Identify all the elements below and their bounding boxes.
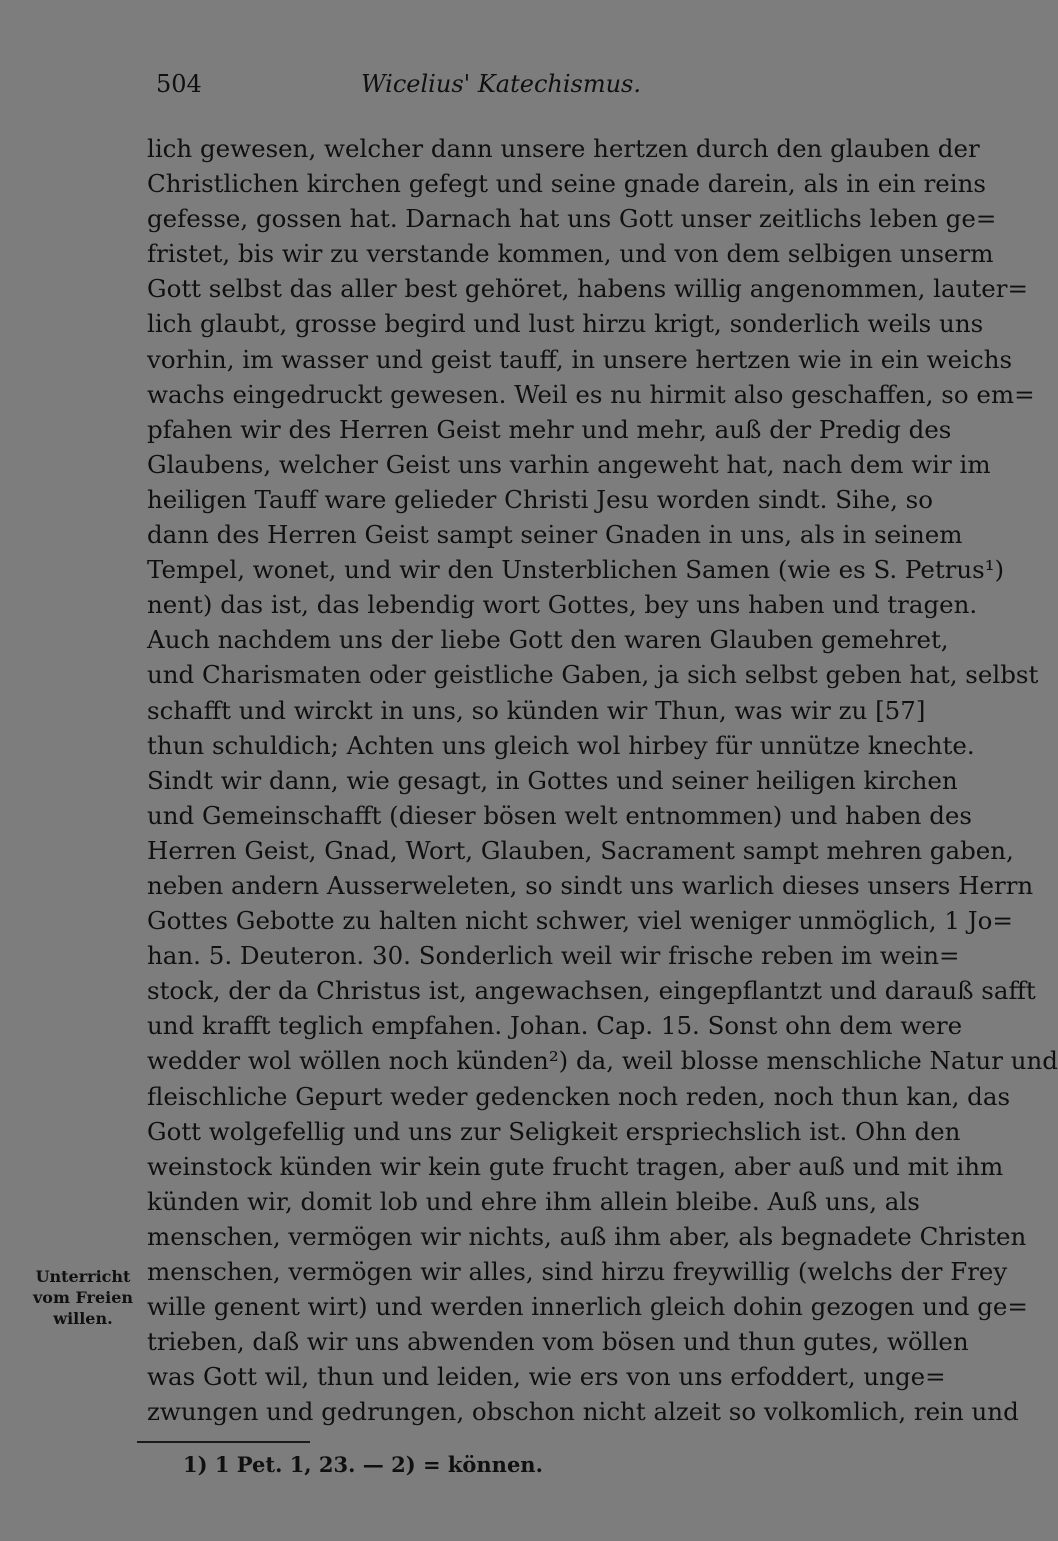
text-line: pfahen wir des Herren Geist mehr und mehr, auß der Predig des [147,414,952,444]
text-line: Tempel, wonet, und wir den Unsterblichen Samen (wie es S. Petrus¹) [147,555,1005,585]
text-line: und Charismaten oder geistliche Gaben, ja sich selbst geben hat, selbst [147,660,1039,690]
text-line: heiligen Tauff ware gelieder Christi Jesu worden sindt. Sihe, so [147,484,934,514]
margin-note-line: vom Freien [32,1288,134,1307]
text-line: neben andern Ausserweleten, so sindt uns warlich dieses unsers Herrn [147,870,1034,900]
footnote-rule [137,1441,310,1443]
text-line: wachs eingedruckt gewesen. Weil es nu hirmit also geschaffen, so em= [147,379,1035,409]
margin-note-line: Unterricht [35,1267,131,1286]
text-line: Sindt wir dann, wie gesagt, in Gottes und seiner heiligen kirchen [147,765,958,795]
text-line: lich glaubt, grosse begird und lust hirzu krigt, sonderlich weils uns [147,309,984,339]
text-line: Christlichen kirchen gefegt und seine gnade darein, als in ein reins [147,169,986,199]
text-line: gefesse, gossen hat. Darnach hat uns Gott unser zeitlichs leben ge= [147,204,997,234]
text-line: dann des Herren Geist sampt seiner Gnaden in uns, als in seinem [147,520,963,550]
text-line: fleischliche Gepurt weder gedencken noch reden, noch thun kan, das [147,1081,1011,1111]
text-line: thun schuldich; Achten uns gleich wol hirbey für unnütze knechte. [147,730,975,760]
text-line: Herren Geist, Gnad, Wort, Glauben, Sacrament sampt mehren gaben, [147,835,1014,865]
text-line: nent) das ist, das lebendig wort Gottes, bey uns haben und tragen. [147,590,978,620]
footnote: 1) 1 Pet. 1, 23. — 2) = können. [183,1452,543,1477]
text-line: stock, der da Christus ist, angewachsen, eingepflantzt und darauß safft [147,976,1036,1006]
text-line: was Gott wil, thun und leiden, wie ers von uns erfoddert, unge= [147,1362,946,1392]
body-text [147,131,1058,1429]
text-line: Gottes Gebotte zu halten nicht schwer, viel weniger unmöglich, 1 Jo= [147,906,1013,936]
margin-note [28,1266,138,1329]
text-line: wille genent wirt) und werden innerlich gleich dohin gezogen und ge= [147,1292,1028,1322]
page-number: 504 [156,70,202,98]
running-head [156,70,641,106]
text-line: menschen, vermögen wir nichts, auß ihm aber, als begnadete Christen [147,1221,1027,1251]
text-line: fristet, bis wir zu verstande kommen, und von dem selbigen unserm [147,239,994,269]
text-line: lich gewesen, welcher dann unsere hertzen durch den glauben der [147,134,980,163]
text-line: vorhin, im wasser und geist tauff, in unsere hertzen wie in ein weichs [147,344,1013,374]
text-line: und krafft teglich empfahen. Johan. Cap. 15. Sonst ohn dem were [147,1011,963,1041]
text-line: weinstock künden wir kein gute frucht tragen, aber auß und mit ihm [147,1151,1004,1181]
running-title: Wicelius' Katechismus. [360,70,641,98]
text-line: menschen, vermögen wir alles, sind hirzu freywillig (welchs der Frey [147,1257,1008,1286]
text-line: Auch nachdem uns der liebe Gott den waren Glauben gemehret, [147,625,949,655]
text-line: Glaubens, welcher Geist uns varhin angeweht hat, nach dem wir im [147,449,991,479]
text-line: trieben, daß wir uns abwenden vom bösen und thun gutes, wöllen [147,1327,969,1357]
text-line: Gott wolgefellig und uns zur Seligkeit erspriechslich ist. Ohn den [147,1116,961,1146]
text-line: schafft und wirckt in uns, so künden wir Thun, was wir zu [57] [147,695,926,725]
text-line: Gott selbst das aller best gehöret, habens willig angenommen, lauter= [147,274,1028,304]
text-line: künden wir, domit lob und ehre ihm allein bleibe. Auß uns, als [147,1186,920,1216]
text-line: han. 5. Deuteron. 30. Sonderlich weil wir frische reben im wein= [147,941,960,971]
text-line: wedder wol wöllen noch künden²) da, weil blosse menschliche Natur und [147,1046,1058,1076]
margin-note-line: willen. [53,1309,113,1328]
text-line: und Gemeinschafft (dieser bösen welt entnommen) und haben des [147,800,972,830]
text-line: zwungen und gedrungen, obschon nicht alzeit so volkomlich, rein und [147,1397,1019,1427]
